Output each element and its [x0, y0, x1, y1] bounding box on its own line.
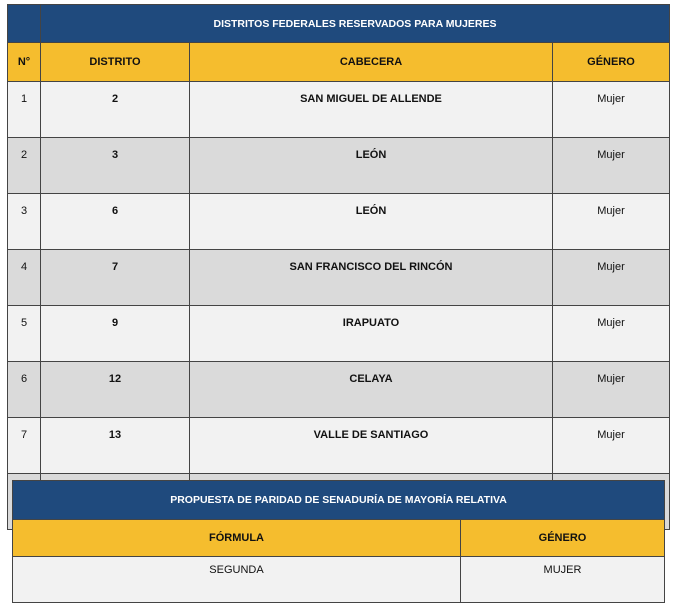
cell-genero: MUJER [461, 557, 665, 603]
cell-genero: Mujer [553, 362, 670, 418]
cell-distrito: 2 [41, 82, 190, 138]
cell-n: 2 [8, 138, 41, 194]
header-n: N° [8, 43, 41, 82]
cell-n: 4 [8, 250, 41, 306]
cell-n: 6 [8, 362, 41, 418]
cell-distrito: 7 [41, 250, 190, 306]
districts-table [7, 4, 670, 530]
table-row [13, 557, 665, 603]
cell-cabecera: VALLE DE SANTIAGO [190, 418, 553, 474]
cell-distrito: 6 [41, 194, 190, 250]
header-formula: FÓRMULA [13, 520, 461, 557]
table-row [8, 194, 670, 250]
header-genero: GÉNERO [461, 520, 665, 557]
cell-formula: SEGUNDA [13, 557, 461, 603]
table-row [8, 362, 670, 418]
cell-cabecera: CELAYA [190, 362, 553, 418]
cell-cabecera: SAN MIGUEL DE ALLENDE [190, 82, 553, 138]
cell-distrito: 12 [41, 362, 190, 418]
cell-genero: Mujer [553, 306, 670, 362]
cell-cabecera: LEÓN [190, 194, 553, 250]
cell-genero: Mujer [553, 82, 670, 138]
cell-cabecera: SAN FRANCISCO DEL RINCÓN [190, 250, 553, 306]
header-cabecera: CABECERA [190, 43, 553, 82]
cell-distrito: 3 [41, 138, 190, 194]
cell-genero: Mujer [553, 138, 670, 194]
table-row [8, 250, 670, 306]
cell-distrito: 9 [41, 306, 190, 362]
cell-n: 1 [8, 82, 41, 138]
cell-n: 3 [8, 194, 41, 250]
cell-cabecera: IRAPUATO [190, 306, 553, 362]
table-row [8, 82, 670, 138]
table-row [8, 418, 670, 474]
cell-cabecera: LEÓN [190, 138, 553, 194]
senate-parity-table [12, 480, 665, 603]
header-distrito: DISTRITO [41, 43, 190, 82]
table-title: PROPUESTA DE PARIDAD DE SENADURÍA DE MAYORÍA RELATIVA [13, 481, 665, 520]
cell-distrito: 13 [41, 418, 190, 474]
table-row [8, 306, 670, 362]
header-genero: GÉNERO [553, 43, 670, 82]
banner-stub [8, 5, 41, 43]
table-row [8, 138, 670, 194]
cell-genero: Mujer [553, 194, 670, 250]
cell-genero: Mujer [553, 250, 670, 306]
cell-genero: Mujer [553, 418, 670, 474]
table-title: DISTRITOS FEDERALES RESERVADOS PARA MUJERES [41, 5, 670, 43]
cell-n: 5 [8, 306, 41, 362]
cell-n: 7 [8, 418, 41, 474]
